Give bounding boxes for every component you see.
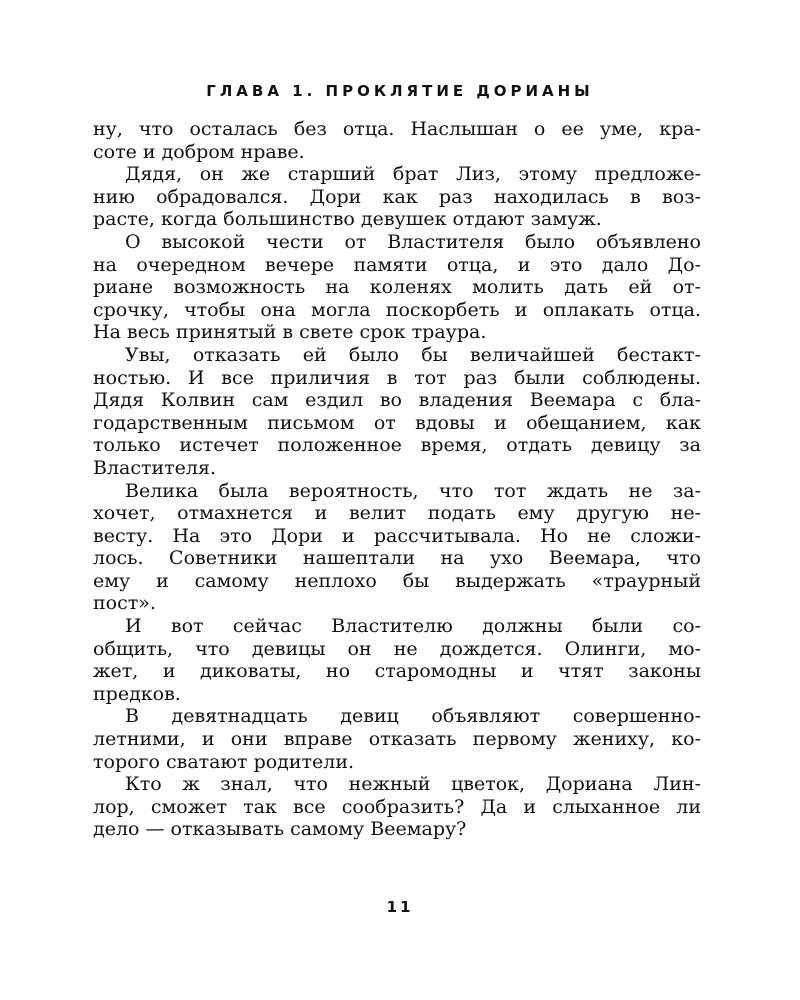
text-line: ну, что осталась без отца. Наслышан о ее уме, кра- <box>93 118 701 140</box>
text-line: общить, что девицы он не дождется. Олинги, мо- <box>93 637 701 660</box>
text-line: Дядя, он же старший брат Лиз, этому предложе- <box>125 163 701 186</box>
text-line: Дядя Колвин сам ездил во владения Веемара с бла- <box>93 389 701 412</box>
text-line: В девятнадцать девиц объявляют совершенно- <box>125 705 701 728</box>
text-line: весту. На это Дори и рассчитывала. Но не сложи- <box>93 524 701 547</box>
text-line: пост». <box>93 592 156 615</box>
text-line: на очередном вечере памяти отца, и это дало До- <box>93 253 701 276</box>
text-line: только истечет положенное время, отдать девицу за <box>93 434 701 457</box>
text-line: предков. <box>93 682 181 705</box>
text-line: Велика была вероятность, что тот ждать не за- <box>125 479 701 502</box>
text-line: ностью. И все приличия в тот раз были соблюдены. <box>93 366 701 389</box>
text-line: Кто ж знал, что нежный цветок, Дориана Лин- <box>125 773 701 796</box>
text-line: дело — отказывать самому Веемару? <box>93 818 467 841</box>
page-number: 11 <box>386 898 414 916</box>
text-line: ему и самому неплохо бы выдержать «траурный <box>93 569 701 592</box>
text-line: На весь принятый в свете срок траура. <box>93 321 487 344</box>
text-line: Властителя. <box>93 456 217 479</box>
text-line: Увы, отказать ей было бы величайшей бестакт- <box>125 343 701 366</box>
text-line: годарственным письмом от вдовы и обещанием, как <box>93 411 701 434</box>
text-line: соте и добром нраве. <box>93 140 305 163</box>
text-line: летними, и они вправе отказать первому жениху, ко- <box>93 728 701 751</box>
running-head: ГЛАВА 1. ПРОКЛЯТИЕ ДОРИАНЫ <box>206 82 594 100</box>
text-line: И вот сейчас Властителю должны были со- <box>125 615 701 638</box>
text-line: нию обрадовался. Дори как раз находилась в воз- <box>93 185 701 208</box>
text-line: риане возможность на коленях молить дать ей от- <box>93 276 701 299</box>
text-line: хочет, отмахнется и велит подать ему другую не- <box>93 502 701 525</box>
text-line: торого сватают родители. <box>93 750 355 773</box>
text-line: лось. Советники нашептали на ухо Веемара, что <box>93 547 701 570</box>
text-line: расте, когда большинство девушек отдают замуж. <box>93 208 602 231</box>
text-line: жет, и диковаты, но старомодны и чтят законы <box>93 660 701 683</box>
text-line: срочку, чтобы она могла поскорбеть и оплакать отца. <box>93 298 701 321</box>
text-line: лор, сможет так все сообразить? Да и слыханное ли <box>93 795 701 818</box>
body-text <box>93 118 701 841</box>
text-line: О высокой чести от Властителя было объявлено <box>125 230 701 253</box>
